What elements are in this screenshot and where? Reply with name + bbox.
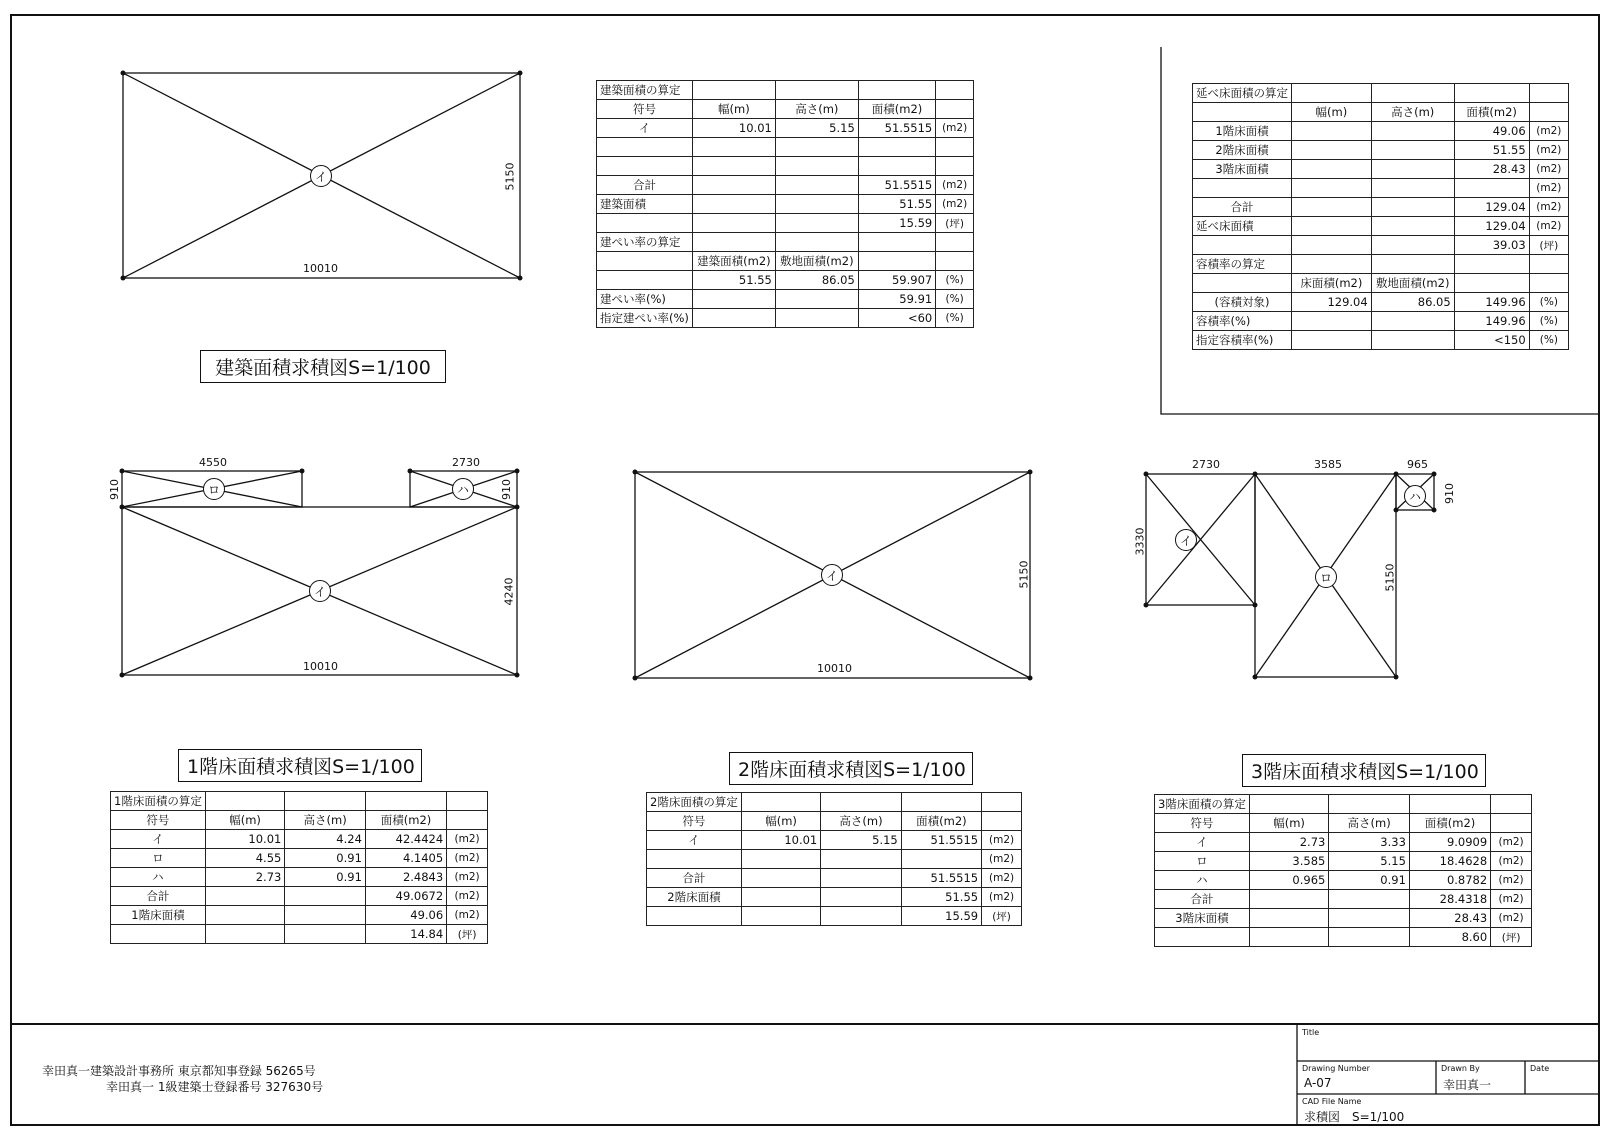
cell-width: 2.73	[205, 868, 285, 887]
pct-unit: (%)	[936, 271, 974, 290]
header-width: 幅(m)	[1249, 814, 1329, 833]
unit: (m2)	[1529, 122, 1568, 141]
mark-ro: ロ	[203, 478, 225, 500]
tsubo-value: 15.59	[901, 907, 981, 926]
cell-symbol: イ	[1155, 833, 1250, 852]
far-title: 容積率の算定	[1193, 255, 1292, 274]
cell-area: 4.1405	[365, 849, 446, 868]
area-label: 建築面積	[597, 195, 693, 214]
dim-h-right: 910	[500, 479, 513, 500]
dim-height: 5150	[503, 162, 517, 191]
total-value: 51.5515	[858, 176, 935, 195]
drawn-by-label: Drawn By	[1441, 1064, 1480, 1073]
total-label: 合計	[647, 869, 742, 888]
drawing-number: A-07	[1304, 1076, 1332, 1090]
cell-height: 0.91	[285, 849, 366, 868]
cell-symbol: ハ	[111, 868, 206, 887]
table-title: 3階床面積の算定	[1155, 795, 1250, 814]
dim-w3: 965	[1407, 458, 1428, 471]
dim-h3: 910	[1443, 483, 1456, 504]
floor2-title: 2階床面積求積図S=1/100	[729, 752, 973, 785]
total-label: 合計	[1155, 890, 1250, 909]
cell-unit: (m2)	[982, 831, 1022, 850]
cell-unit: (m2)	[447, 849, 488, 868]
dim-h2: 5150	[1383, 563, 1397, 592]
area-label: 2階床面積	[647, 888, 742, 907]
dim-w-main: 10010	[817, 662, 852, 675]
mark-ro: ロ	[1315, 566, 1337, 588]
table-row	[647, 831, 1022, 850]
tsubo-unit: (坪)	[1529, 236, 1568, 255]
pct-unit: (%)	[936, 290, 974, 309]
header-symbol: 符号	[111, 811, 206, 830]
table-title: 延べ床面積の算定	[1193, 84, 1292, 103]
ratio-raw-value: 59.907	[858, 271, 935, 290]
area-value: 28.43	[1409, 909, 1490, 928]
kenchiku-title: 建築面積求積図S=1/100	[200, 350, 446, 383]
header-area: 面積(m2)	[365, 811, 446, 830]
total-value: 28.4318	[1409, 890, 1490, 909]
tsubo-unit: (坪)	[1491, 928, 1532, 947]
table-row	[1155, 852, 1532, 871]
tsubo-unit: (坪)	[936, 214, 974, 233]
mark-i: イ	[821, 564, 843, 586]
floor3-table	[1154, 794, 1532, 947]
tsubo-value: 14.84	[365, 925, 446, 944]
header-height: 高さ(m)	[1371, 103, 1454, 122]
mark-ha: ハ	[452, 478, 474, 500]
floor3-value: 28.43	[1454, 160, 1529, 179]
cad-file-label: CAD File Name	[1302, 1097, 1362, 1106]
area-label: 1階床面積	[111, 906, 206, 925]
limit-value: <60	[858, 309, 935, 328]
total-unit: (m2)	[1491, 890, 1532, 909]
mark-i: イ	[309, 580, 331, 602]
dim-w1: 4550	[199, 456, 227, 469]
cell-width: 4.55	[205, 849, 285, 868]
table-title: 1階床面積の算定	[111, 792, 206, 811]
pct-unit: (%)	[1529, 331, 1568, 350]
floor3-label: 3階床面積	[1193, 160, 1292, 179]
floor2-label: 2階床面積	[1193, 141, 1292, 160]
ratio-title: 建ぺい率の算定	[597, 233, 693, 252]
cell-height: 5.15	[1329, 852, 1410, 871]
nobe-label: 延べ床面積	[1193, 217, 1292, 236]
floor1-table	[110, 791, 488, 944]
table-row	[111, 849, 488, 868]
cell-width: 0.965	[1249, 871, 1329, 890]
unit: (m2)	[1529, 198, 1568, 217]
kenchiku-table	[596, 80, 974, 328]
area-value: 49.06	[365, 906, 446, 925]
unit: (m2)	[1529, 179, 1568, 198]
header-width: 幅(m)	[1292, 103, 1372, 122]
cell-width: 10.01	[741, 831, 820, 850]
cell-unit: (m2)	[982, 850, 1022, 869]
area-unit: (m2)	[982, 888, 1022, 907]
header-width: 幅(m)	[205, 811, 285, 830]
dim-h-left: 910	[108, 479, 121, 500]
office-line1: 幸田真一建築設計事務所 東京都知事登録 56265号	[42, 1064, 316, 1078]
cell-width: 2.73	[1249, 833, 1329, 852]
dim-w1: 2730	[1192, 458, 1220, 471]
unit: (m2)	[1529, 160, 1568, 179]
limit-label: 指定容積率(%)	[1193, 331, 1292, 350]
far-label: 容積率(%)	[1193, 312, 1292, 331]
header-width: 幅(m)	[692, 100, 775, 119]
cell-unit: (m2)	[447, 868, 488, 887]
cell-area: 18.4628	[1409, 852, 1490, 871]
dim-w2: 2730	[452, 456, 480, 469]
header-area: 面積(m2)	[1409, 814, 1490, 833]
total-value: 49.0672	[365, 887, 446, 906]
area-unit: (m2)	[1491, 909, 1532, 928]
limit-label: 指定建ぺい率(%)	[597, 309, 693, 328]
pct-unit: (%)	[936, 309, 974, 328]
date-label: Date	[1530, 1064, 1550, 1073]
cell-area: 0.8782	[1409, 871, 1490, 890]
cell-unit: (m2)	[447, 830, 488, 849]
table-title: 建築面積の算定	[597, 81, 693, 100]
cell-unit: (m2)	[936, 119, 974, 138]
cell-area: 51.5515	[901, 831, 981, 850]
header-site-area: 敷地面積(m2)	[775, 252, 858, 271]
dim-w2: 3585	[1314, 458, 1342, 471]
cell-symbol: ロ	[111, 849, 206, 868]
floor2-table	[646, 792, 1022, 926]
cell-unit: (m2)	[1491, 871, 1532, 890]
table-row	[1155, 833, 1532, 852]
table-row	[111, 868, 488, 887]
tsubo-unit: (坪)	[982, 907, 1022, 926]
office-line2: 幸田真一 1級建築士登録番号 327630号	[106, 1080, 324, 1094]
cell-unit: (m2)	[1491, 833, 1532, 852]
nobe-table	[1192, 83, 1569, 350]
area-value: 51.55	[858, 195, 935, 214]
cell-area: 9.0909	[1409, 833, 1490, 852]
area-value: 51.55	[901, 888, 981, 907]
total-label: 合計	[597, 176, 693, 195]
floor2-value: 51.55	[1454, 141, 1529, 160]
ratio-label: 建ぺい率(%)	[597, 290, 693, 309]
site-area-value: 86.05	[1371, 293, 1454, 312]
mark-i: イ	[1175, 529, 1197, 551]
dim-w-main: 10010	[303, 660, 338, 673]
building-area-value: 51.55	[692, 271, 775, 290]
header-width: 幅(m)	[741, 812, 820, 831]
dim-h-main: 5150	[1017, 560, 1031, 589]
header-area: 面積(m2)	[1454, 103, 1529, 122]
area-unit: (m2)	[447, 906, 488, 925]
cell-height: 5.15	[821, 831, 901, 850]
cell-height: 4.24	[285, 830, 366, 849]
total-unit: (m2)	[982, 869, 1022, 888]
mark-i: イ	[310, 165, 332, 187]
cell-symbol: イ	[647, 831, 742, 850]
tsubo-value: 39.03	[1454, 236, 1529, 255]
cell-symbol: ロ	[1155, 852, 1250, 871]
pct-unit: (%)	[1529, 293, 1568, 312]
mark-ha: ハ	[1404, 485, 1426, 507]
header-symbol: 符号	[597, 100, 693, 119]
table-row	[1155, 871, 1532, 890]
cell-width: 10.01	[205, 830, 285, 849]
total-label: 合計	[1193, 198, 1292, 217]
total-value: 129.04	[1454, 198, 1529, 217]
header-area: 面積(m2)	[901, 812, 981, 831]
tsubo-unit: (坪)	[447, 925, 488, 944]
header-site-area: 敷地面積(m2)	[1371, 274, 1454, 293]
area-label: 3階床面積	[1155, 909, 1250, 928]
target-label: (容積対象)	[1193, 293, 1292, 312]
area-unit: (m2)	[936, 195, 974, 214]
table-row	[597, 119, 974, 138]
table-row	[111, 830, 488, 849]
floor-area-value: 129.04	[1292, 293, 1372, 312]
cell-width: 10.01	[692, 119, 775, 138]
tsubo-value: 8.60	[1409, 928, 1490, 947]
header-area: 面積(m2)	[858, 100, 935, 119]
cell-symbol: ハ	[1155, 871, 1250, 890]
floor3-title: 3階床面積求積図S=1/100	[1242, 754, 1486, 787]
cell-symbol: イ	[111, 830, 206, 849]
cell-unit: (m2)	[1491, 852, 1532, 871]
far-value: 149.96	[1454, 312, 1529, 331]
title-label: Title	[1302, 1028, 1320, 1037]
dim-h1: 3330	[1133, 527, 1147, 556]
cell-height: 3.33	[1329, 833, 1410, 852]
cell-symbol: イ	[597, 119, 693, 138]
dim-width: 10010	[303, 262, 338, 275]
cell-area: 51.5515	[858, 119, 935, 138]
dim-h-main: 4240	[502, 577, 516, 606]
floor1-label: 1階床面積	[1193, 122, 1292, 141]
unit: (m2)	[1529, 141, 1568, 160]
header-height: 高さ(m)	[821, 812, 901, 831]
total-unit: (m2)	[447, 887, 488, 906]
header-height: 高さ(m)	[1329, 814, 1410, 833]
header-height: 高さ(m)	[775, 100, 858, 119]
floor1-title: 1階床面積求積図S=1/100	[178, 749, 422, 782]
cell-height: 5.15	[775, 119, 858, 138]
pct-unit: (%)	[1529, 312, 1568, 331]
total-unit: (m2)	[936, 176, 974, 195]
total-value: 51.5515	[901, 869, 981, 888]
cell-area: 42.4424	[365, 830, 446, 849]
drawing-number-label: Drawing Number	[1302, 1064, 1370, 1073]
tsubo-value: 15.59	[858, 214, 935, 233]
header-building-area: 建築面積(m2)	[692, 252, 775, 271]
ratio-value: 59.91	[858, 290, 935, 309]
cell-area: 2.4843	[365, 868, 446, 887]
limit-value: <150	[1454, 331, 1529, 350]
site-area-value: 86.05	[775, 271, 858, 290]
cell-height: 0.91	[285, 868, 366, 887]
cad-file-name: 求積図 S=1/100	[1304, 1110, 1405, 1124]
cell-width: 3.585	[1249, 852, 1329, 871]
header-floor-area: 床面積(m2)	[1292, 274, 1372, 293]
table-title: 2階床面積の算定	[647, 793, 742, 812]
unit: (m2)	[1529, 217, 1568, 236]
header-height: 高さ(m)	[285, 811, 366, 830]
nobe-value: 129.04	[1454, 217, 1529, 236]
floor1-value: 49.06	[1454, 122, 1529, 141]
cell-height: 0.91	[1329, 871, 1410, 890]
header-symbol: 符号	[1155, 814, 1250, 833]
total-label: 合計	[111, 887, 206, 906]
far-raw-value: 149.96	[1454, 293, 1529, 312]
header-symbol: 符号	[647, 812, 742, 831]
drawn-by: 幸田真一	[1443, 1078, 1492, 1092]
